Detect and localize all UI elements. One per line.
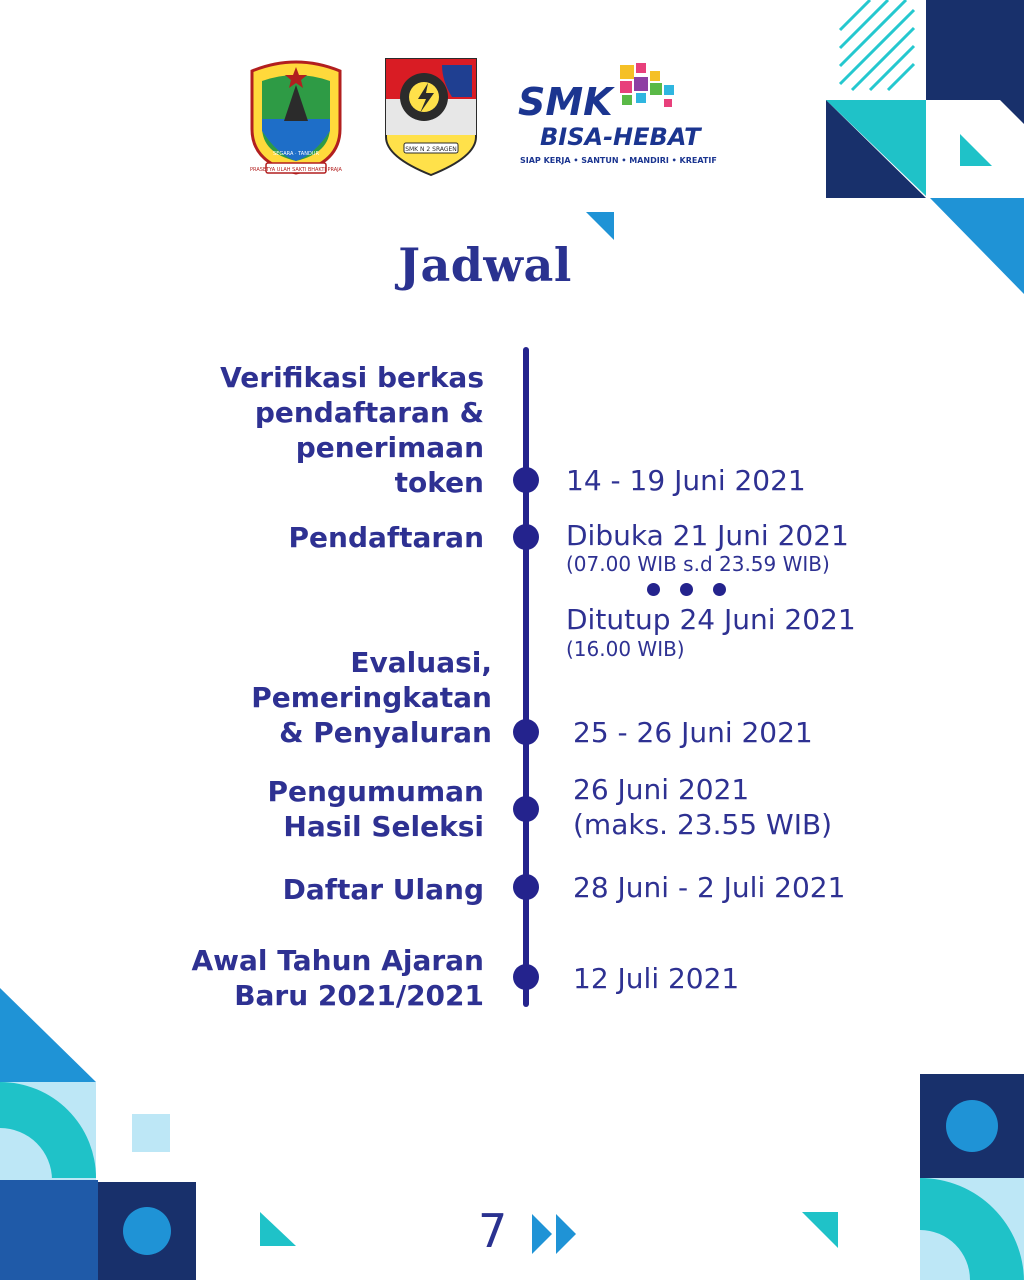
ellipsis-dot	[647, 583, 660, 596]
deco-triangle-left-blue	[0, 988, 96, 1082]
schedule-date-dibuka: Dibuka 21 Juni 2021	[566, 519, 849, 552]
smk-bisa-hebat-logo	[514, 61, 717, 173]
schedule-date-evaluasi: 25 - 26 Juni 2021	[573, 716, 813, 749]
deco-triangle-small-blue	[586, 212, 614, 240]
schedule-label-pendaftaran: Pendaftaran	[288, 521, 484, 554]
timeline-dot	[513, 524, 539, 550]
deco-triangle-small-bottom-left	[260, 1212, 296, 1246]
schedule-label-tahun-ajaran: Awal Tahun Ajaran Baru 2021/2021	[191, 944, 484, 1012]
schedule-date-verifikasi: 14 - 19 Juni 2021	[566, 464, 806, 497]
page-number: 7	[478, 1204, 508, 1258]
deco-triangle-blue-right	[930, 198, 1024, 294]
svg-text:SEGARA · TANDUR: SEGARA · TANDUR	[273, 151, 319, 157]
next-arrow-icon[interactable]	[530, 1212, 580, 1256]
deco-square-blue-bottom	[0, 1180, 98, 1280]
deco-circle-blue-left	[123, 1207, 171, 1255]
schedule-label-verifikasi: Verifikasi berkas pendaftaran & penerimaan token	[220, 361, 484, 499]
timeline-dot	[513, 796, 539, 822]
deco-triangle-small-bottom-right	[802, 1212, 838, 1248]
school-emblem-icon	[384, 57, 478, 177]
svg-text:SIAP KERJA • SANTUN • MANDIRI: SIAP KERJA • SANTUN • MANDIRI • KREATIF	[520, 156, 717, 165]
schedule-label-evaluasi: Evaluasi, Pemeringkatan & Penyaluran	[251, 646, 492, 749]
schedule-date-ditutup: Ditutup 24 Juni 2021	[566, 603, 856, 636]
timeline-line	[523, 347, 529, 1007]
svg-text:BISA-HEBAT: BISA-HEBAT	[540, 123, 701, 151]
page-title: Jadwal	[398, 238, 572, 292]
deco-square-small-light	[132, 1114, 170, 1152]
schedule-date-tahun-ajaran: 12 Juli 2021	[573, 962, 740, 995]
schedule-note-ditutup: (16.00 WIB)	[566, 637, 685, 661]
timeline-dot	[513, 964, 539, 990]
svg-text:SMK N 2 SRAGEN: SMK N 2 SRAGEN	[405, 146, 457, 153]
schedule-label-daftar-ulang: Daftar Ulang	[282, 873, 484, 906]
ellipsis-dot	[680, 583, 693, 596]
timeline-dot	[513, 874, 539, 900]
schedule-date-daftar-ulang: 28 Juni - 2 Juli 2021	[573, 871, 846, 904]
svg-text:PRASETYA ULAH SAKTI BHAKTI PRA: PRASETYA ULAH SAKTI BHAKTI PRAJA	[250, 167, 342, 173]
logo-bar	[0, 55, 1024, 185]
svg-text:SMK: SMK	[518, 80, 613, 124]
schedule-label-pengumuman: Pengumuman Hasil Seleksi	[267, 775, 484, 843]
timeline-dot	[513, 467, 539, 493]
schedule-note-dibuka: (07.00 WIB s.d 23.59 WIB)	[566, 552, 830, 576]
deco-circle-blue-br	[946, 1100, 998, 1152]
jateng-emblem-icon	[244, 59, 348, 177]
timeline-dot	[513, 719, 539, 745]
ellipsis-dot	[713, 583, 726, 596]
schedule-date-pengumuman: 26 Juni 2021 (maks. 23.55 WIB)	[573, 773, 833, 841]
